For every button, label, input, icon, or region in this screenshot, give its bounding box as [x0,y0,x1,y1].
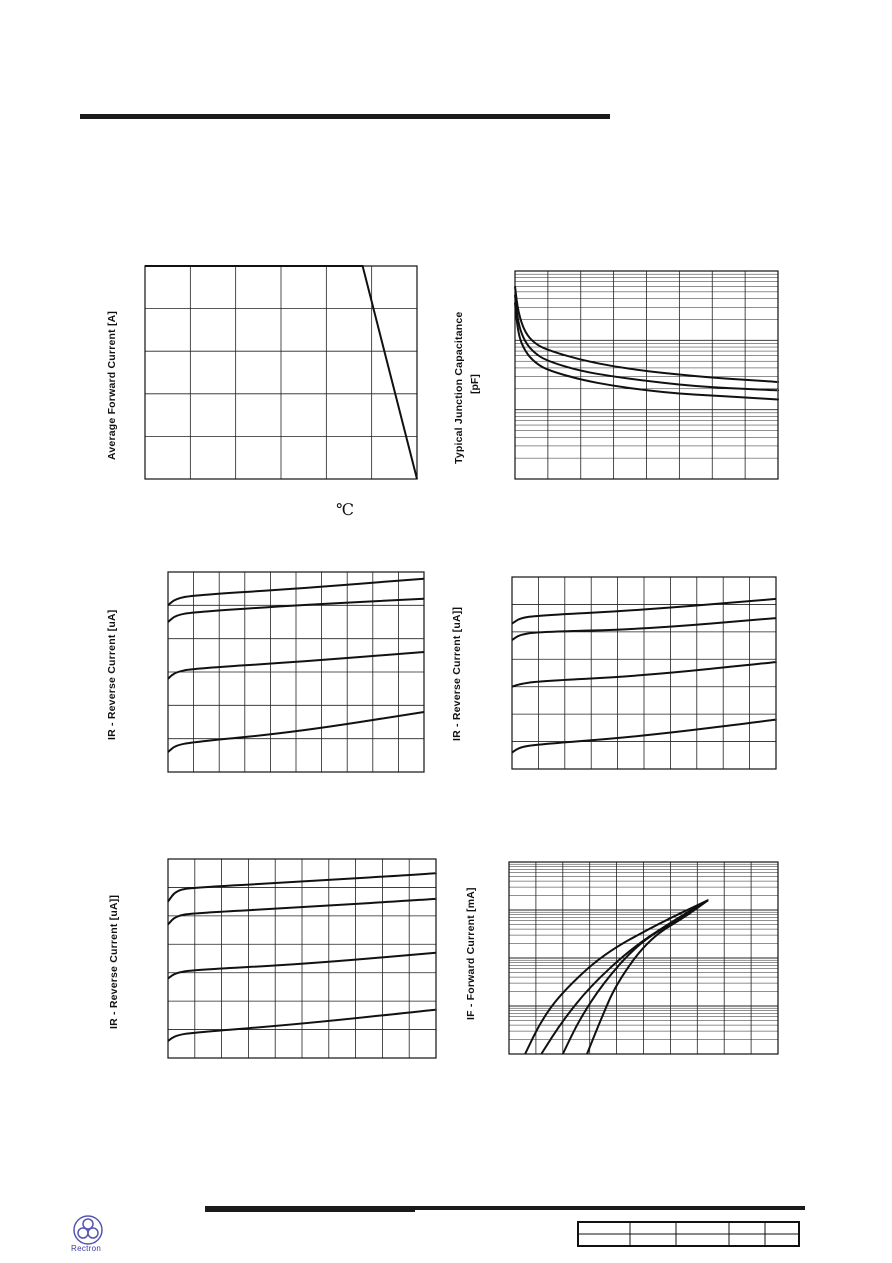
company-logo-text: Rectron [71,1244,102,1253]
header-rule [80,114,610,119]
reverse-current-chart-1 [168,572,424,772]
capacitance-ylabel: Typical Junction Capacitance [453,311,465,464]
derating-chart [145,266,417,479]
reverse-2-ylabel: IR - Reverse Current [uA]] [451,606,463,741]
company-logo [72,1214,104,1246]
footer-rule-thin [205,1210,415,1212]
reverse-current-chart-2 [512,577,776,769]
celsius-symbol: ℃ [336,500,354,519]
reverse-3-ylabel: IR - Reverse Current [uA]] [108,894,120,1029]
forward-ylabel: IF - Forward Current [mA] [465,887,477,1020]
capacitance-yunit: [pF] [469,374,481,394]
derating-ylabel: Average Forward Current [A] [106,310,118,460]
forward-current-chart [509,862,778,1054]
reverse-current-chart-3 [168,859,436,1058]
reverse-1-ylabel: IR - Reverse Current [uA] [106,609,118,740]
capacitance-chart [515,271,778,479]
footer-doc-table [577,1221,800,1247]
